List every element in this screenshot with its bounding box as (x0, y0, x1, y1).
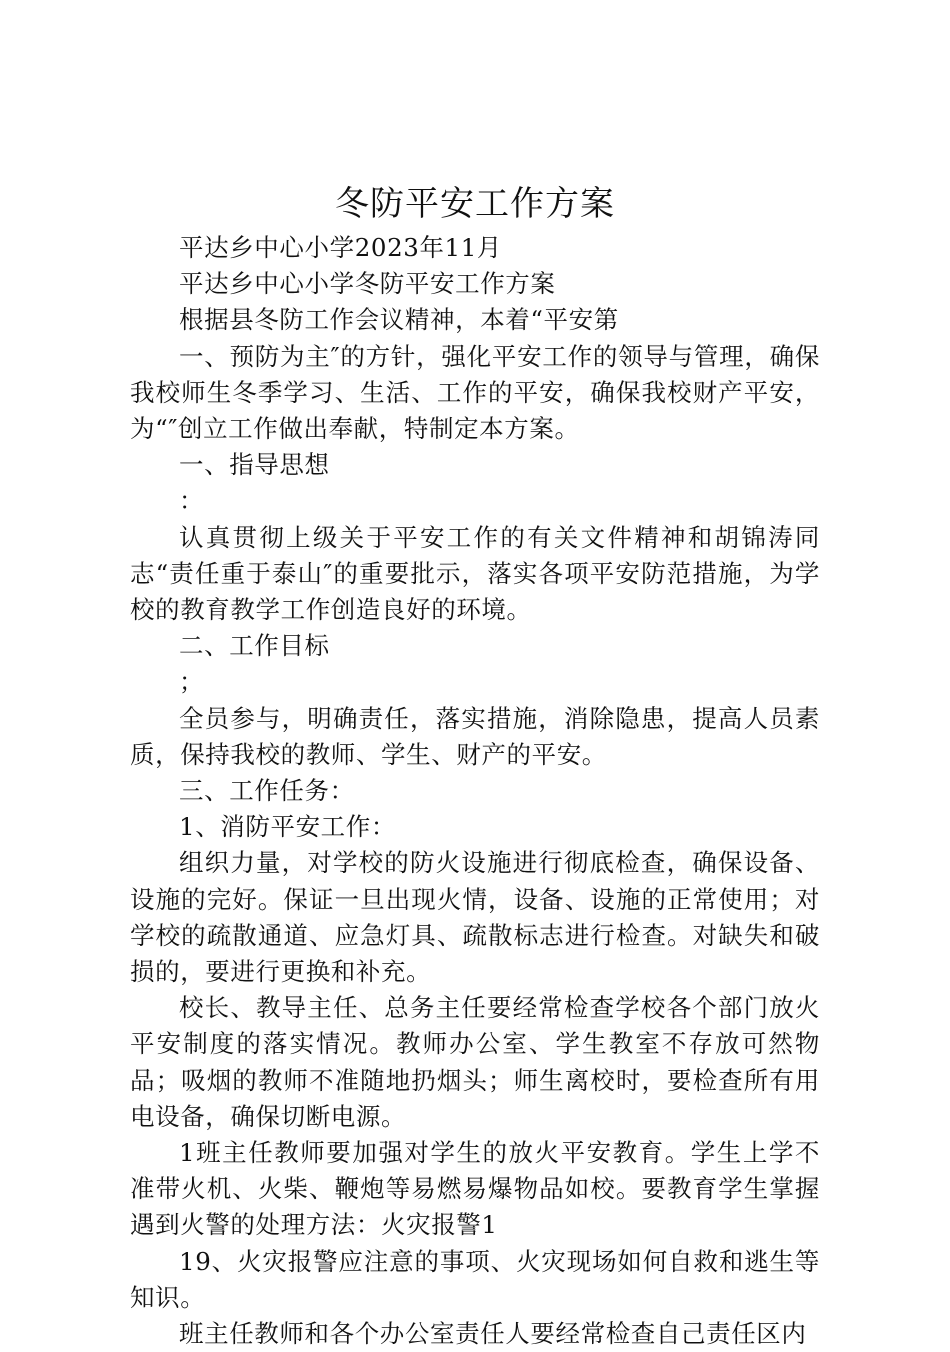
paragraph-date-line: 平达乡中心小学2023年11月 (179, 233, 503, 262)
document-title: 冬防平安工作方案 (335, 184, 615, 224)
paragraph-guiding-content: 认真贯彻上级关于平安工作的有关文件精神和胡锦涛同志“责任重于泰山″的重要批示，落实各项平安防范措施，为学校的教育教学工作创造良好的环境。 (130, 522, 820, 625)
paragraph-fire-inspection: 组织力量，对学校的防火设施进行彻底检查，确保设备、设施的完好。保证一旦出现火情，设备、设施的正常使用；对学校的疏散通道、应急灯具、疏散标志进行检查。对缺失和破损的，要进行更换和补充。 (130, 848, 820, 987)
paragraph-teacher-education: 1班主任教师要加强对学生的放火平安教育。学生上学不准带火机、火柴、鞭炮等易燃易爆物品如校。要教育学生掌握遇到火警的处理方法：火灾报警1 (130, 1138, 820, 1240)
document-body (130, 230, 820, 1352)
paragraph-responsibility-area: 班主任教师和各个办公室责任人要经常检查自己责任区内 (179, 1319, 807, 1349)
heading-work-tasks: 三、工作任务： (179, 776, 355, 806)
paragraph-policy: 一、预防为主″的方针，强化平安工作的领导与管理，确保我校师生冬季学习、生活、工作的平安，确保我校财产平安，为“″创立工作做出奉献，特制定本方案。 (130, 341, 820, 444)
paragraph-intro: 根据县冬防工作会议精神，本着“平安第 (179, 305, 619, 335)
paragraph-subtitle: 平达乡中心小学冬防平安工作方案 (179, 269, 556, 299)
heading-work-goals: 二、工作目标 (179, 631, 330, 661)
paragraph-goals-content: 全员参与，明确责任，落实措施，消除隐患，提高人员素质，保持我校的教师、学生、财产的平安。 (130, 703, 820, 769)
paragraph-leadership-checks: 校长、教导主任、总务主任要经常检查学校各个部门放火平安制度的落实情况。教师办公室、学生教室不存放可然物品；吸烟的教师不准随地扔烟头；师生离校时，要检查所有用电设备，确保切断电源。 (130, 993, 820, 1131)
paragraph-semicolon: ； (179, 667, 205, 697)
heading-fire-safety: 1、消防平安工作： (179, 812, 396, 842)
paragraph-colon: ： (179, 486, 205, 516)
paragraph-fire-alarm: 19、火灾报警应注意的事项、火灾现场如何自救和逃生等知识。 (130, 1246, 820, 1312)
heading-guiding-thought: 一、指导思想 (179, 450, 330, 480)
